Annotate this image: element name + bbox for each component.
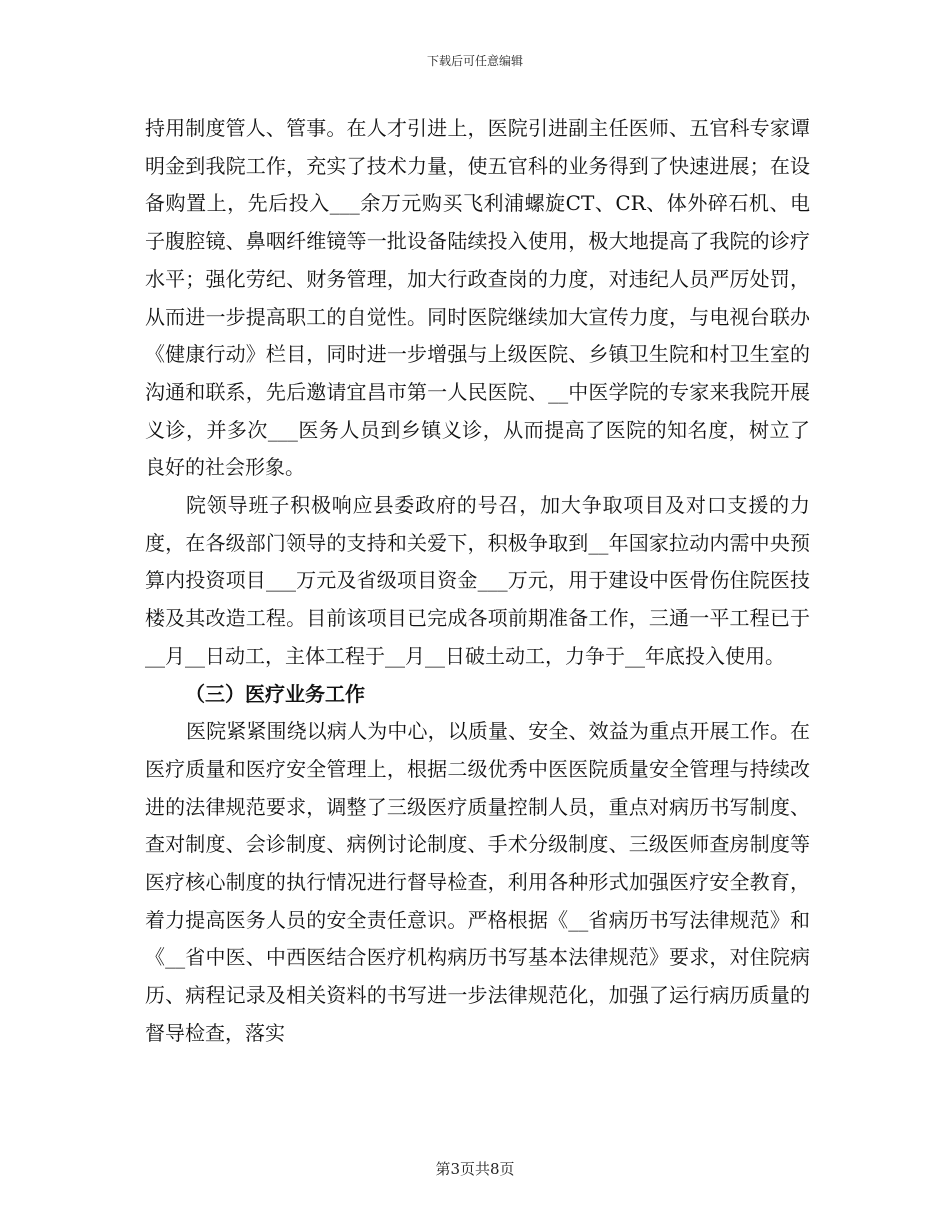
paragraph-medical-quality: 医院紧紧围绕以病人为中心，以质量、安全、效益为重点开展工作。在医疗质量和医疗安全管理上，根据二级优秀中医医院质量安全管理与持续改进的法律规范要求，调整了三级医疗质量控制人员，重点对病历书写制度、查对制度、会诊制度、病例讨论制度、手术分级制度、三级医师查房制度等医疗核心制度的执行情况进行督导检查，利用各种形式加强医疗安全教育，着力提高医务人员的安全责任意识。严格根据《__省病历书写法律规范》和《__省中医、中西医结合医疗机构病历书写基本法律规范》要求，对住院病历、病程记录及相关资料的书写进一步法律规范化，加强了运行病历质量的督导检查，落实 (145, 719, 810, 1045)
document-body (145, 110, 810, 1053)
paragraph-continued: 持用制度管人、管事。在人才引进上，医院引进副主任医师、五官科专家谭明金到我院工作，充实了技术力量，使五官科的业务得到了快速进展；在设备购置上，先后投入___余万元购买飞利浦螺旋CT、CR、体外碎石机、电子腹腔镜、鼻咽纤维镜等一批设备陆续投入使用，极大地提高了我院的诊疗水平；强化劳纪、财务管理，加大行政查岗的力度，对违纪人员严厉处罚，从而进一步提高职工的自觉性。同时医院继续加大宣传力度，与电视台联办《健康行动》栏目，同时进一步增强与上级医院、乡镇卫生院和村卫生室的沟通和联系，先后邀请宜昌市第一人民医院、__中医学院的专家来我院开展义诊，并多次___医务人员到乡镇义诊，从而提高了医院的知名度，树立了良好的社会形象。 (145, 116, 810, 480)
page-header: 下载后可任意编辑 (426, 54, 523, 68)
section-heading-medical-work: （三）医疗业务工作 (185, 681, 365, 706)
page-footer: 第3页共8页 (435, 1160, 515, 1178)
paragraph-project-funding: 院领导班子积极响应县委政府的号召，加大争取项目及对口支援的力度，在各级部门领导的支持和关爱下，积极争取到__年国家拉动内需中央预算内投资项目___万元及省级项目资金___万元，用于建设中医骨伤住院医技楼及其改造工程。目前该项目已完成各项前期准备工作，三通一平工程已于__月__日动工，主体工程于__月__日破土动工，力争于__年底投入使用。 (145, 493, 810, 668)
